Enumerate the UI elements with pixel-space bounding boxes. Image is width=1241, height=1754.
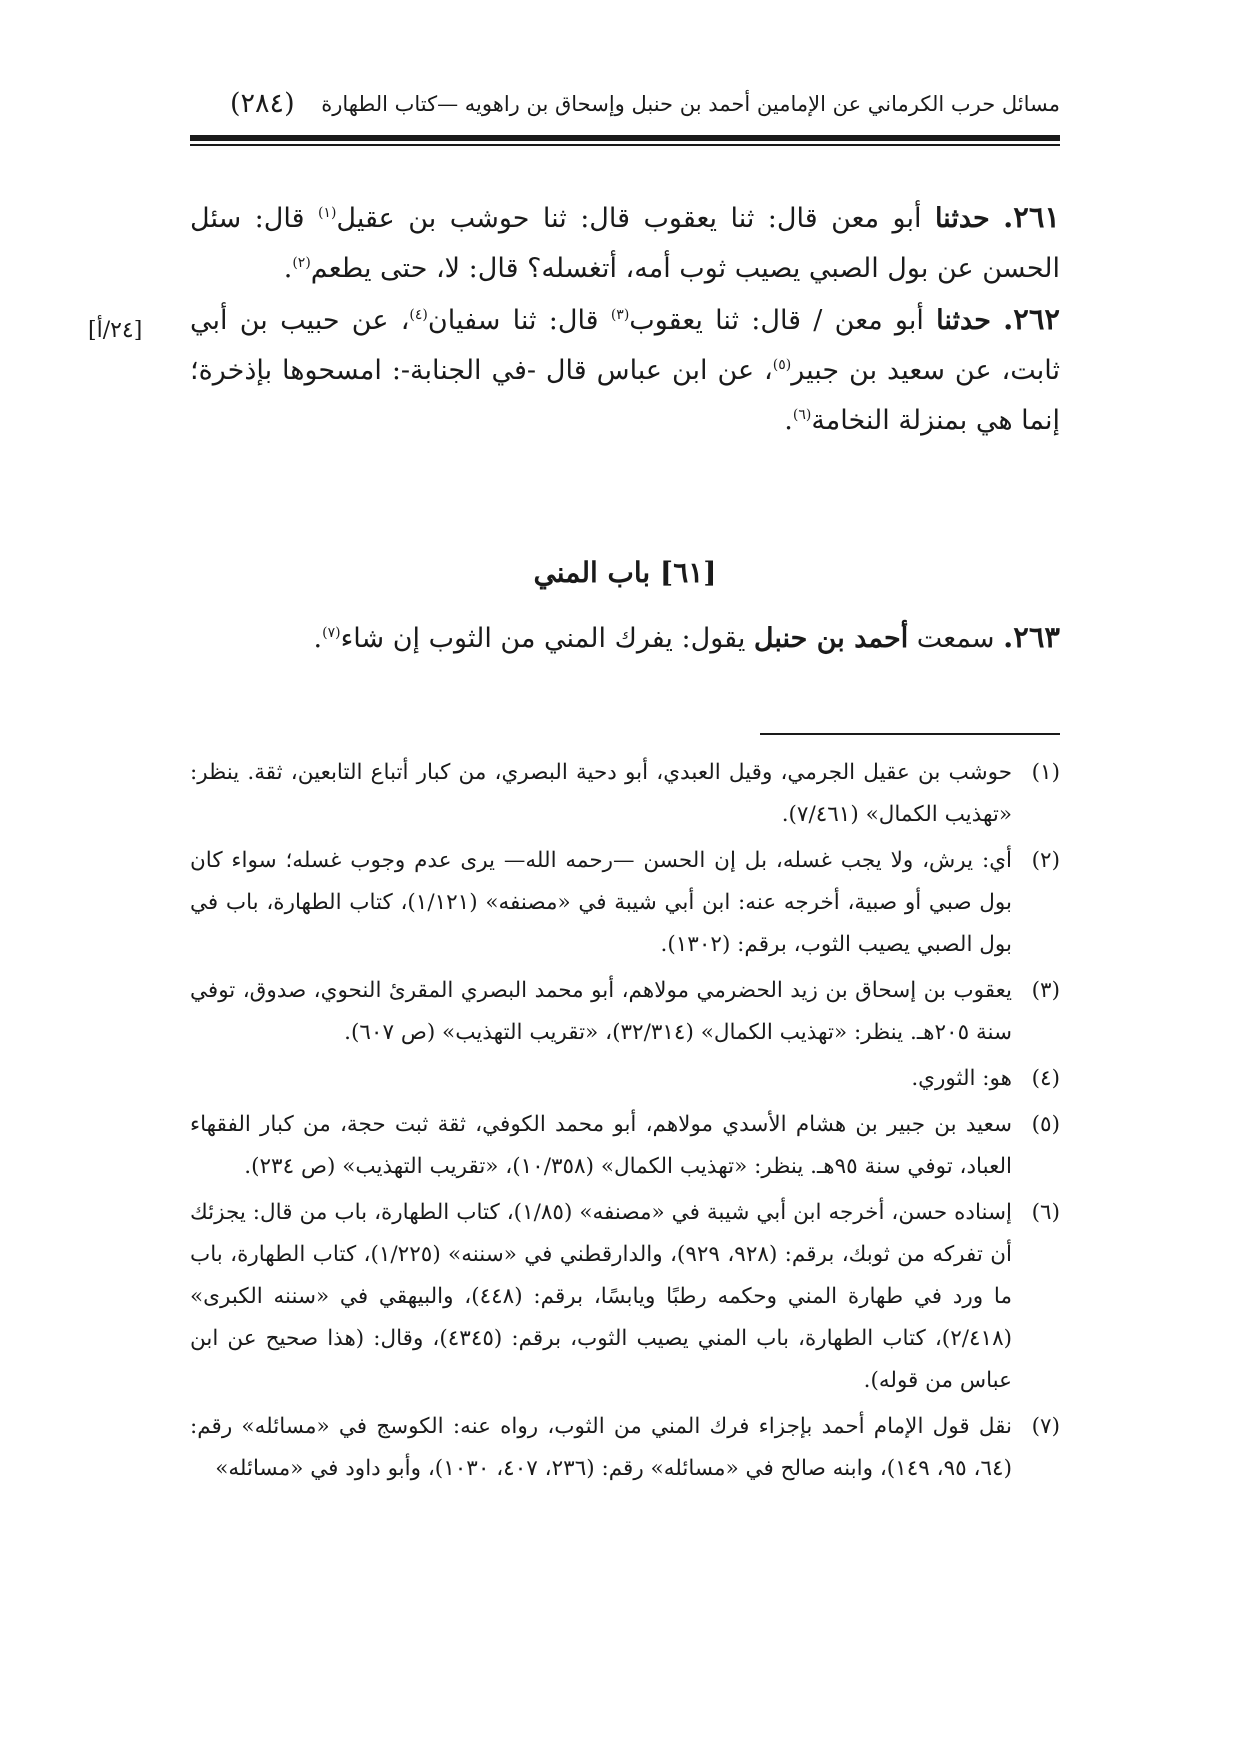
header-rule-thin — [190, 144, 1060, 146]
footnote-ref: (٦) — [792, 407, 812, 423]
entry-text: أبو معن قال: ثنا يعقوب قال: ثنا حوشب بن عقيل — [336, 203, 922, 234]
entry-text: ، عن ابن عباس قال -في الجنابة-: امسحوها بإذخرة؛ إنما هي بمنزلة النخامة — [190, 355, 1060, 436]
entry-lead-name: أحمد بن حنبل — [753, 623, 909, 654]
entry-number: ٢٦٢. — [1003, 302, 1060, 336]
entry-text: . — [784, 405, 793, 436]
entry-lead-word: حدثنا — [936, 305, 991, 336]
footnote-text: حوشب بن عقيل الجرمي، وقيل العبدي، أبو دحية البصري، من كبار أتباع التابعين، ثقة. ينظر: «تهذيب الكمال» (٧/٤٦١). — [190, 760, 1012, 827]
footnote-text: يعقوب بن إسحاق بن زيد الحضرمي مولاهم، أبو محمد البصري المقرئ النحوي، صدوق، توفي سنة ٢٠٥هـ. ينظر: «تهذيب الكمال» (٣٢/٣١٤)، «تقريب التهذيب» (ص ٦٠٧). — [190, 978, 1012, 1045]
footnote-text: أي: يرش، ولا يجب غسله، بل إن الحسن —رحمه الله— يرى عدم وجوب غسله؛ سواء كان بول صبي أو صبية، أخرجه عنه: ابن أبي شيبة في «مصنفه» (١/١٢١)، كتاب الطهارة، باب في بول الصبي يصيب الثوب، برقم: (١٣٠٢). — [190, 848, 1012, 957]
footnote-6 — [190, 1192, 1060, 1402]
entry-262 — [190, 294, 1060, 446]
footnote-2 — [190, 840, 1060, 966]
footnote-separator — [760, 733, 1060, 735]
footnotes — [190, 752, 1060, 1494]
entry-text: ، عن حبيب بن أبي ثابت، عن سعيد بن جبير — [190, 305, 1060, 386]
footnote-number: (٦) — [1031, 1200, 1060, 1225]
footnote-1 — [190, 752, 1060, 836]
footnote-ref: (٣) — [610, 307, 630, 323]
footnote-ref: (٢) — [292, 255, 311, 271]
entry-lead-word: حدثنا — [934, 203, 990, 234]
footnote-number: (٢) — [1031, 848, 1060, 873]
footnote-number: (١) — [1031, 760, 1060, 785]
footnote-4 — [190, 1058, 1060, 1100]
page-number: (٢٨٤) — [230, 88, 295, 119]
footnote-ref: (٧) — [322, 625, 341, 641]
entry-number: ٢٦١. — [1003, 200, 1060, 234]
section-heading: [٦١] باب المني — [533, 556, 717, 589]
footnote-text: نقل قول الإمام أحمد بإجزاء فرك المني من الثوب، رواه عنه: الكوسج في «مسائله» رقم: (٦٤، ٩٥، ١٤٩)، وابنه صالح في «مسائله» رقم: (٢٣٦، ٤٠٧، ١٠٣٠)، وأبو داود في «مسائله» — [190, 1414, 1012, 1481]
footnote-ref: (٤) — [409, 307, 428, 323]
footnote-3 — [190, 970, 1060, 1054]
entry-text: . — [313, 623, 323, 654]
main-text — [190, 192, 1060, 446]
footnote-text: إسناده حسن، أخرجه ابن أبي شيبة في «مصنفه» (١/٨٥)، كتاب الطهارة، باب من قال: يجزئك أن تفركه من ثوبك، برقم: (٩٢٨، ٩٢٩)، والدارقطني في «سننه» (١/٢٢٥)، كتاب الطهارة، باب ما ورد في طهارة المني وحكمه رطبًا ويابسًا، برقم: (٤٤٨)، والبيهقي في «سننه الكبرى» (٢/٤١٨)، كتاب الطهارة، باب المني يصيب الثوب، برقم: (٤٣٤٥)، وقال: (هذا صحيح عن ابن عباس من قوله). — [190, 1200, 1013, 1393]
manuscript-folio-ref: [٢٤/أ] — [88, 318, 143, 343]
footnote-number: (٤) — [1031, 1066, 1060, 1091]
footnote-text: سعيد بن جبير بن هشام الأسدي مولاهم، أبو محمد الكوفي، ثقة ثبت حجة، من كبار الفقهاء العباد، توفي سنة ٩٥هـ. ينظر: «تهذيب الكمال» (١٠/٣٥٨)، «تقريب التهذيب» (ص ٢٣٤). — [190, 1112, 1012, 1179]
entry-text: قال: سئل الحسن عن بول الصبي يصيب ثوب أمه، أتغسله؟ قال: لا، حتى يطعم — [190, 203, 1060, 284]
entry-261 — [190, 192, 1060, 294]
running-header — [230, 88, 1060, 128]
footnote-number: (٣) — [1031, 978, 1060, 1003]
footnote-number: (٧) — [1031, 1414, 1060, 1439]
footnote-ref: (٥) — [772, 357, 792, 373]
entry-263 — [190, 612, 1060, 664]
entry-text: قال: ثنا سفيان — [427, 305, 611, 336]
header-title: مسائل حرب الكرماني عن الإمامين أحمد بن حنبل وإسحاق بن راهويه —كتاب الطهارة — [321, 92, 1060, 116]
entry-text: سمعت — [908, 623, 995, 654]
footnote-text: هو: الثوري. — [911, 1066, 1012, 1091]
entry-text: . — [283, 253, 293, 284]
footnote-number: (٥) — [1031, 1112, 1060, 1137]
entry-text: أبو معن / قال: ثنا يعقوب — [629, 305, 924, 336]
footnote-5 — [190, 1104, 1060, 1188]
footnote-7 — [190, 1406, 1060, 1490]
entry-number: ٢٦٣. — [1003, 620, 1060, 654]
footnote-ref: (١) — [317, 205, 337, 221]
header-rule-thick — [190, 135, 1060, 141]
entry-text: يقول: يفرك المني من الثوب إن شاء — [340, 623, 754, 654]
